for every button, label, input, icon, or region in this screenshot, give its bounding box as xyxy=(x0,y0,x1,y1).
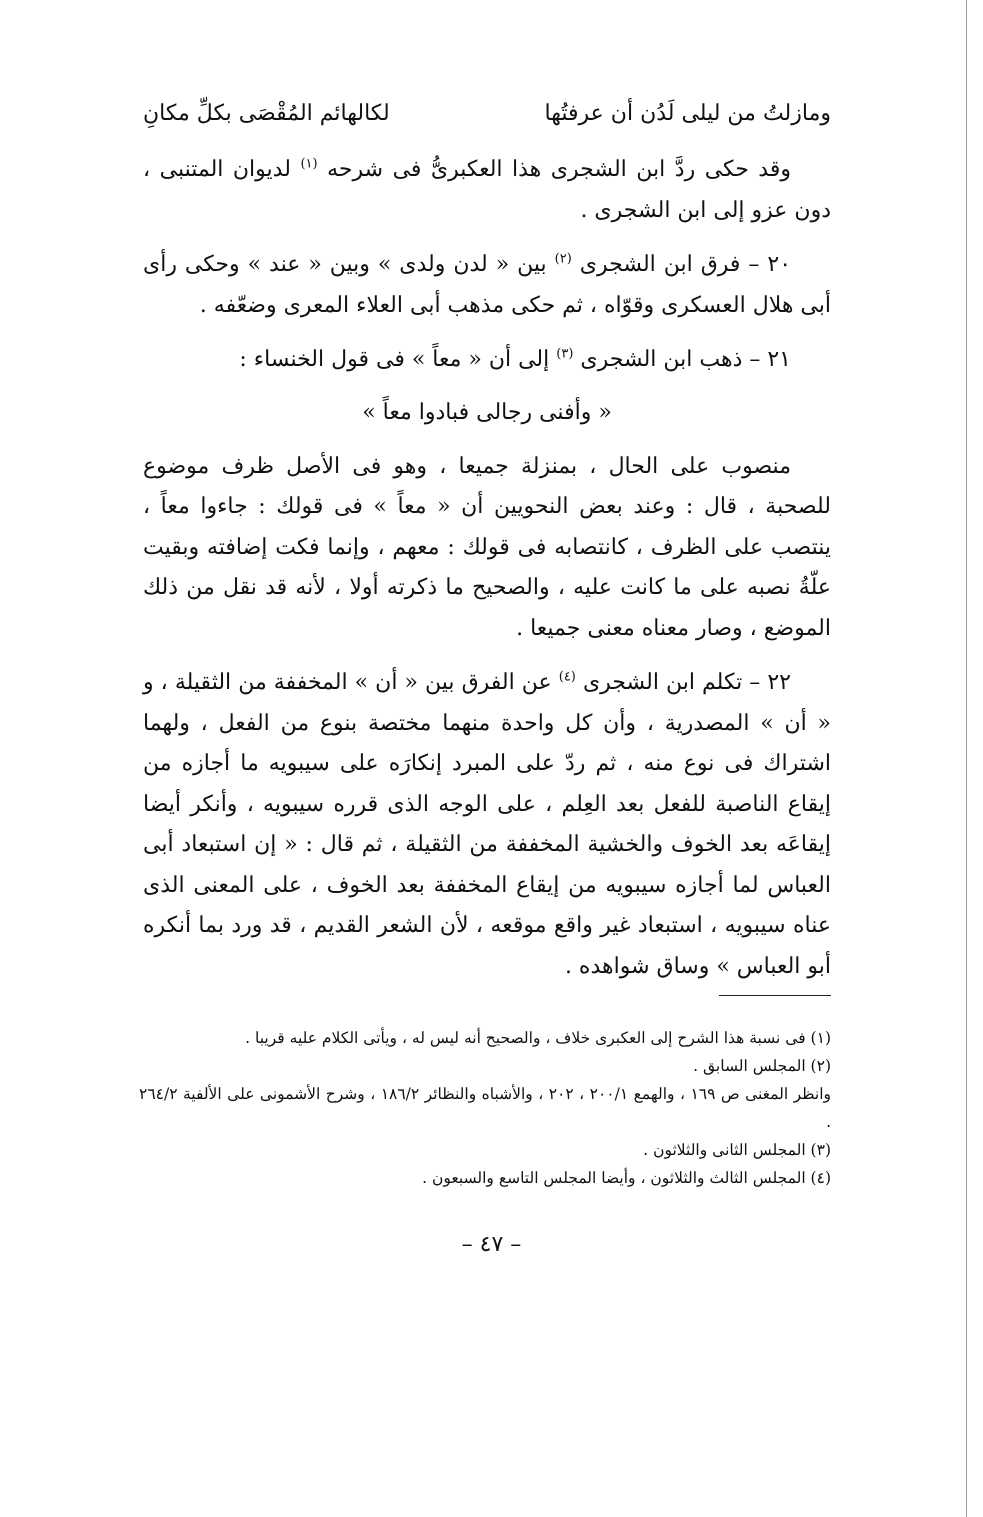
item-20-text-a: ٢٠ – فرق ابن الشجرى xyxy=(579,252,792,277)
item-21-text-a: ٢١ – ذهب ابن الشجرى xyxy=(580,347,791,372)
item-21-paragraph xyxy=(143,340,831,381)
footnote-2: (٢) المجلس السابق . xyxy=(693,1057,831,1075)
footnote-ref-3: (٣) xyxy=(556,346,574,362)
item-20-text-b: بين « لدن ولدى » وبين « عند » وحكى رأى أبى هلال العسكرى وقوّاه ، ثم حكى مذهب أبى العلاء المعرى وضعّفه . xyxy=(143,252,831,318)
footnote-3: (٣) المجلس الثانى والثلاثون . xyxy=(643,1141,831,1159)
main-text xyxy=(143,92,831,987)
footnote-ref-1: (١) xyxy=(300,156,318,172)
item-20-paragraph xyxy=(143,245,831,326)
item-22-text-b: عن الفرق بين « أن » المخففة من الثقيلة ، و « أن » المصدرية ، وأن كل واحدة منهما مختصة بنوع من الفعل ، ولهما اشتراك فى نوع منه ، ثم ردّ على المبرد إنكارَه على سيبويه ما أجازه من إيقاع الناصبة للفعل بعد العِلم ، على الوجه الذى قرره سيبويه ، وأنكر أيضا إيقاعَه بعد الخوف والخشية المخففة من الثقيلة ، ثم قال : « إن استبعاد أبى العباس لما أجازه سيبويه من إيقاع المخففة بعد الخوف ، على المعنى الذى عناه سيبويه ، استبعاد غير واقع موقعه ، لأن الشعر القديم ، قد ورد بما أنكره أبو العباس » وساق شواهده . xyxy=(143,670,831,979)
footnote-ref-2: (٢) xyxy=(554,251,572,267)
footnote-2-continuation: وانظر المغنى ص ١٦٩ ، والهمع ٢٠٠/١ ، ٢٠٢ ، والأشباه والنظائر ١٨٦/٢ ، وشرح الأشمونى على الألفية ٢٦٤/٢ . xyxy=(139,1085,831,1131)
item-22-paragraph xyxy=(143,663,831,987)
verse-first-half: ومازلتُ من ليلى لَدُن أن عرفتُها xyxy=(544,101,831,126)
footnote-4: (٤) المجلس الثالث والثلاثون ، وأيضا المجلس التاسع والسبعون . xyxy=(422,1169,831,1187)
footnote-separator xyxy=(719,995,831,996)
verse-line xyxy=(143,92,831,136)
footnote-ref-4: (٤) xyxy=(558,669,576,685)
footnote-1: (١) فى نسبة هذا الشرح إلى العكبرى خلاف ، والصحيح أنه ليس له ، ويأتى الكلام عليه قريبا . xyxy=(245,1029,831,1047)
page-number: – ٤٧ – xyxy=(461,1232,522,1257)
intro-text-b: لديوان المتنبى ، دون عزو إلى ابن الشجرى . xyxy=(143,157,831,223)
quoted-verse: « وأفنى رجالى فبادوا معاً » xyxy=(362,399,612,425)
item-22-text-a: ٢٢ – تكلم ابن الشجرى xyxy=(582,670,791,695)
item-21-text-b: إلى أن « معاً » فى قول الخنساء : xyxy=(239,347,550,372)
intro-text-a: وقد حكى ردَّ ابن الشجرى هذا العكبرىُّ فى شرحه xyxy=(327,157,791,182)
verse-second-half: لكالهائم المُقْصَى بكلِّ مكانِ xyxy=(143,101,390,126)
page-edge-line xyxy=(966,0,967,1517)
footnotes xyxy=(139,1024,831,1192)
intro-paragraph xyxy=(143,150,831,231)
item-21-continuation: منصوب على الحال ، بمنزلة جميعا ، وهو فى الأصل ظرف موضوع للصحبة ، قال : وعند بعض النحويين أن « معاً » فى قولك : جاءوا معاً ، ينتصب على الظرف ، كانتصابه فى قولك : معهم ، وإنما فكت إضافته وبقيت علّةُ نصبه على ما كانت عليه ، والصحيح ما ذكرته أولا ، لأنه قد نقل من ذلك الموضع ، وصار معناه معنى جميعا . xyxy=(143,453,831,641)
